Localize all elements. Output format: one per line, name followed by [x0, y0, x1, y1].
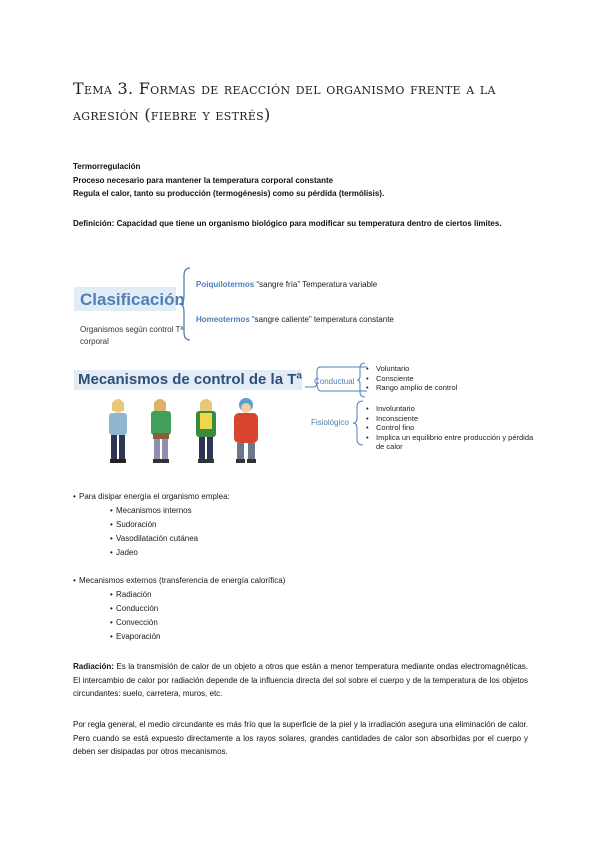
list-item: • Consciente: [366, 374, 546, 384]
homeotherms-text: “sangre caliente” temperatura constante: [249, 315, 394, 324]
list-item: • Vasodilatación cutánea: [110, 532, 410, 546]
person-figure: [234, 398, 258, 463]
list-item: • Sudoración: [110, 518, 410, 532]
person-figure: [151, 399, 171, 463]
poikilotherms-label: Poiquilotermos: [196, 280, 255, 289]
classification-subtitle: Organismos según control Tª corporal: [80, 325, 184, 346]
page-title: Tema 3. Formas de reacción del organismo frente a la agresión (fiebre y estrés): [73, 79, 496, 124]
classification-brace: [178, 266, 192, 342]
definition-text: Capacidad que tiene un organismo biológico para modificar su temperatura dentro de ciertos límites.: [114, 219, 502, 228]
homeotherms-entry: [196, 315, 394, 324]
list-item: • Control fino: [366, 423, 536, 433]
external-intro: • Mecanismos externos (transferencia de energía calorífica): [73, 574, 493, 588]
dissipate-list: [110, 504, 410, 560]
list-item: • Mecanismos internos: [110, 504, 410, 518]
list-item: • Radiación: [110, 588, 410, 602]
thermo-block: [73, 160, 528, 201]
definition-paragraph: [73, 217, 528, 231]
list-item: • Implica un equilibrio entre producción y pérdida de calor: [366, 433, 536, 452]
mechanisms-title: Mecanismos de control de la Tª: [78, 371, 302, 388]
classification-title: Clasificación: [80, 290, 185, 309]
conductual-label: Conductual: [314, 377, 355, 386]
list-item: • Jadeo: [110, 546, 410, 560]
dissipate-section: [73, 490, 473, 504]
fisiologico-brace: [352, 400, 364, 446]
person-figure: [196, 399, 216, 463]
list-item: • Conducción: [110, 602, 410, 616]
external-list: [110, 588, 410, 644]
list-item: • Evaporación: [110, 630, 410, 644]
people-illustration: [100, 393, 270, 473]
radiation-text: Es la transmisión de calor de un objeto a otros que están a menor temperatura mediante ondas electromagnéticas. El intercambio de calor por radiación depende de la influencia directa del sol sobre el cuerpo y de la temperatura de los objetos circundantes: suelo, carretera, muros, etc.: [73, 662, 528, 699]
thermo-line2: Regula el calor, tanto su producción (termogénesis) como su pérdida (termólisis).: [73, 189, 385, 199]
list-item: • Rango amplio de control: [366, 383, 546, 393]
conductual-list: [366, 364, 546, 393]
list-item: • Inconsciente: [366, 414, 536, 424]
thermo-line1: Proceso necesario para mantener la temperatura corporal constante: [73, 175, 334, 185]
general-paragraph: Por regla general, el medio circundante es más frío que la superficie de la piel y la irradiación asegura una eliminación de calor. Pero cuando se está expuesto directamente a los rayos solares, grandes cantidades de calor son absorbidas por el cuerpo y deben ser disipadas por otros mecanismos.: [73, 720, 528, 757]
person-figure: [109, 399, 127, 463]
homeotherms-label: Homeotermos: [196, 315, 250, 324]
radiation-label: Radiación:: [73, 662, 114, 671]
fisiologico-label: Fisiológico: [311, 418, 349, 427]
definition-label: Definición:: [73, 219, 115, 228]
poikilotherms-text: “sangre fría” Temperatura variable: [254, 280, 378, 289]
conductual-brace: [356, 362, 366, 398]
list-item: • Voluntario: [366, 364, 546, 374]
list-item: • Convección: [110, 616, 410, 630]
list-item: • Involuntario: [366, 404, 536, 414]
external-section: [73, 574, 493, 588]
radiation-paragraph: [73, 660, 528, 701]
poikilotherms-entry: [196, 280, 377, 289]
fisiologico-list: [366, 404, 536, 452]
thermo-heading: Termorregulación: [73, 162, 141, 171]
dissipate-intro: • Para disipar energía el organismo emplea:: [73, 490, 473, 504]
